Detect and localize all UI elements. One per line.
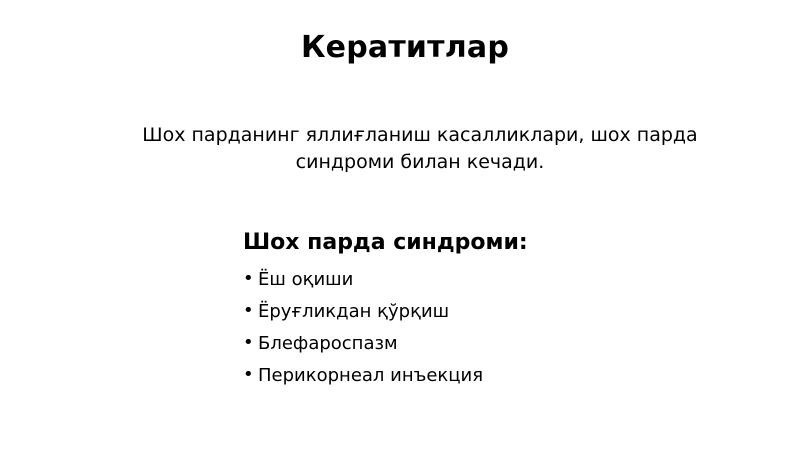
symptom-list <box>243 264 663 392</box>
symptom-label: Ёруғликдан қўрқиш <box>258 301 450 322</box>
syndrome-section <box>243 228 663 392</box>
bullet-icon: • <box>243 332 254 353</box>
intro-text <box>100 122 740 176</box>
bullet-icon: • <box>243 268 254 289</box>
list-item <box>243 264 663 296</box>
slide-title: Кератитлар <box>300 30 510 65</box>
symptom-label: Блефароспазм <box>258 333 398 354</box>
intro-line-1: Шох парданинг яллиғланиш касалликлари, шох парда <box>142 124 698 146</box>
syndrome-heading: Шох парда синдроми: <box>243 230 528 255</box>
list-item <box>243 360 663 392</box>
symptom-label: Ёш оқиши <box>258 269 354 290</box>
bullet-icon: • <box>243 300 254 321</box>
symptom-label: Перикорнеал инъекция <box>258 365 484 386</box>
intro-line-2: синдроми билан кечади. <box>295 151 545 173</box>
list-item <box>243 328 663 360</box>
bullet-icon: • <box>243 364 254 385</box>
list-item <box>243 296 663 328</box>
